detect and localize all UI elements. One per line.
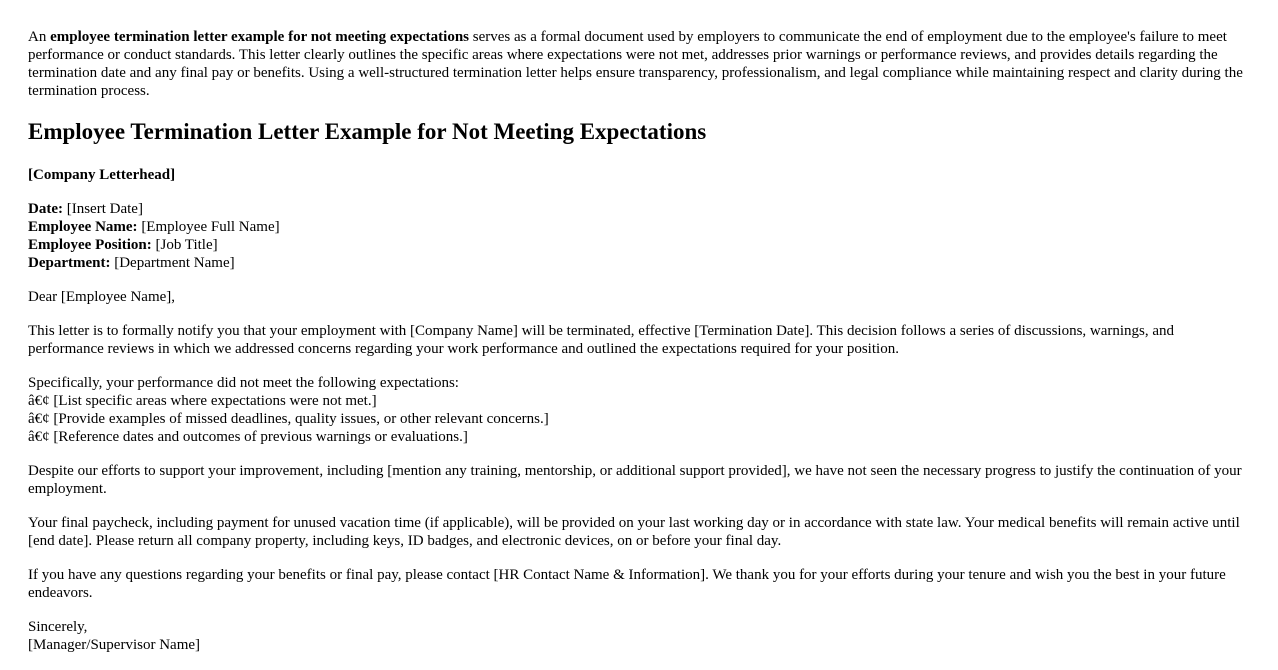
body-paragraph-final-pay: Your final paycheck, including payment for unused vacation time (if applicable), will be provided on your last working day or in accordance with state law. Your medical benefits will remain active until [end date]. Please return all company property, including keys, ID badges, and electronic devices, on or before your final day. <box>28 515 1240 549</box>
body-paragraph-support: Despite our efforts to support your improvement, including [mention any training, mentorship, or additional support provided], we have not seen the necessary progress to justify the continuation of your employment. <box>28 463 1242 497</box>
list-item: â€¢ [List specific areas where expectations were not met.] <box>28 393 377 409</box>
detail-date <box>28 200 1253 218</box>
letter-closing <box>28 618 1253 654</box>
closing-signoff: Sincerely, <box>28 619 88 635</box>
detail-department <box>28 254 1253 272</box>
detail-label: Employee Name: <box>28 219 138 235</box>
detail-value: [Department Name] <box>110 255 235 271</box>
page-title: Employee Termination Letter Example for Not Meeting Expectations <box>28 119 707 144</box>
expectations-list <box>28 374 1253 446</box>
detail-employee-name <box>28 218 1253 236</box>
detail-value: [Job Title] <box>151 237 218 253</box>
detail-label: Department: <box>28 255 111 271</box>
letterhead-text: [Company Letterhead] <box>28 167 176 183</box>
body-paragraph-notice: This letter is to formally notify you that your employment with [Company Name] will be terminated, effective [Termination Date]. This decision follows a series of discussions, warnings, and performance reviews in which we addressed concerns regarding your work performance and outlined the expectations required for your position. <box>28 323 1175 357</box>
expectations-intro: Specifically, your performance did not meet the following expectations: <box>28 375 459 391</box>
salutation: Dear [Employee Name], <box>28 289 176 305</box>
intro-bold-phrase: employee termination letter example for not meeting expectations <box>50 29 470 45</box>
detail-value: [Employee Full Name] <box>137 219 280 235</box>
body-paragraph-questions: If you have any questions regarding your benefits or final pay, please contact [HR Contact Name & Information]. We thank you for your efforts during your tenure and wish you the best in your future endeavors. <box>28 567 1226 601</box>
letter-details <box>28 200 1253 272</box>
detail-label: Date: <box>28 201 63 217</box>
detail-value: [Insert Date] <box>62 201 143 217</box>
letterhead <box>28 166 1253 184</box>
list-item: â€¢ [Provide examples of missed deadlines, quality issues, or other relevant concerns.] <box>28 411 549 427</box>
list-item: â€¢ [Reference dates and outcomes of previous warnings or evaluations.] <box>28 429 468 445</box>
intro-rest: serves as a formal document used by employers to communicate the end of employment due to the employee's failure to meet performance or conduct standards. This letter clearly outlines the specific areas where expectations were not met, addresses prior warnings or performance reviews, and provides details regarding the termination date and any final pay or benefits. Using a well-structured termination letter helps ensure transparency, professionalism, and legal compliance while maintaining respect and clarity during the termination process. <box>28 29 1243 99</box>
intro-paragraph <box>28 28 1253 100</box>
letter-document <box>28 28 1253 670</box>
closing-signer: [Manager/Supervisor Name] <box>28 637 201 653</box>
detail-label: Employee Position: <box>28 237 152 253</box>
detail-employee-position <box>28 236 1253 254</box>
intro-lead: An <box>28 29 51 45</box>
